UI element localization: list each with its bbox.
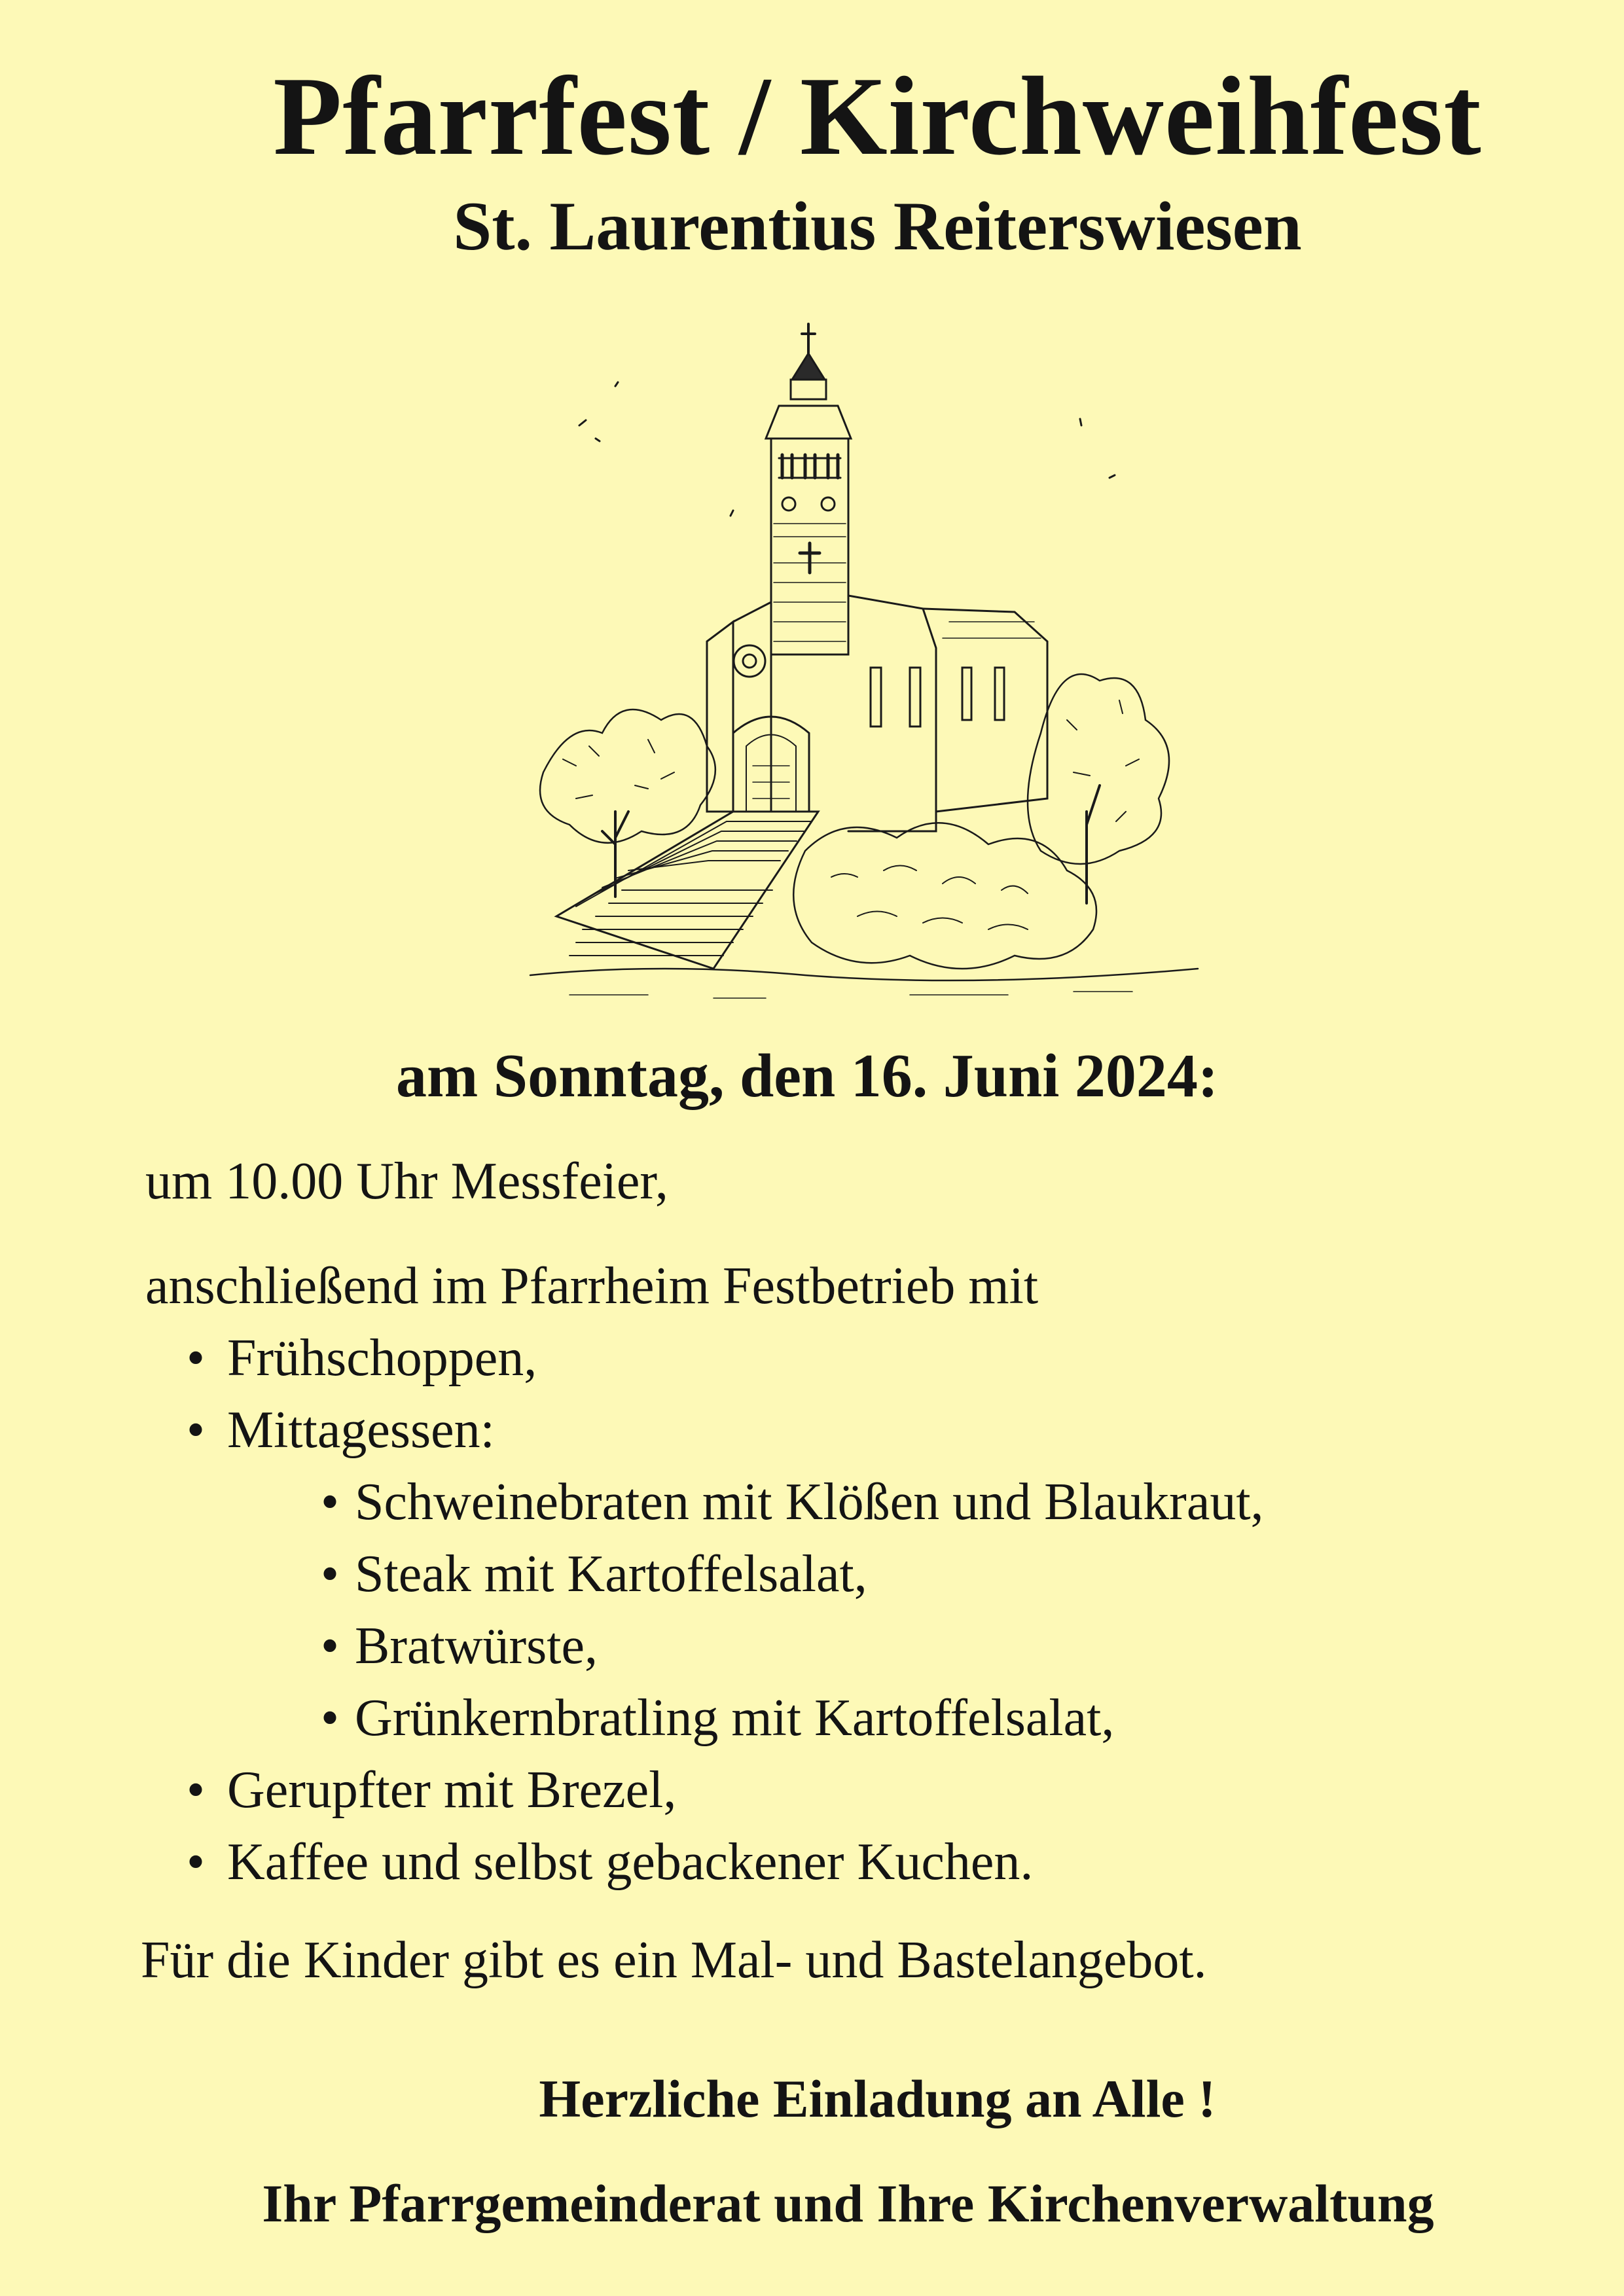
lunch-item bbox=[321, 1473, 1264, 1532]
lunch-item-label: Bratwürste, bbox=[355, 1617, 598, 1675]
church-drawing-icon bbox=[517, 314, 1224, 1008]
program-intro: anschließend im Pfarrheim Festbetrieb mit bbox=[145, 1257, 1039, 1315]
bullet-icon: • bbox=[321, 1473, 340, 1531]
bullet-icon: • bbox=[321, 1545, 340, 1603]
page-subtitle: St. Laurentius Reiterswiesen bbox=[453, 188, 1302, 264]
mass-time: um 10.00 Uhr Messfeier, bbox=[145, 1153, 668, 1210]
lunch-item-label: Schweinebraten mit Klößen und Blaukraut, bbox=[355, 1473, 1264, 1531]
list-item-label: Mittagessen: bbox=[227, 1401, 495, 1459]
invitation: Herzliche Einladung an Alle ! bbox=[539, 2069, 1216, 2128]
list-item bbox=[187, 1329, 537, 1388]
list-item bbox=[187, 1833, 1033, 1892]
list-item bbox=[187, 1401, 495, 1460]
bullet-icon: • bbox=[187, 1401, 206, 1459]
bullet-icon: • bbox=[187, 1329, 206, 1387]
signature: Ihr Pfarrgemeinderat und Ihre Kirchenverwaltung bbox=[262, 2174, 1434, 2233]
bullet-icon: • bbox=[187, 1761, 206, 1819]
bullet-icon: • bbox=[187, 1833, 206, 1891]
list-item bbox=[187, 1761, 676, 1820]
list-item-label: Kaffee und selbst gebackener Kuchen. bbox=[227, 1833, 1034, 1891]
list-item-label: Gerupfter mit Brezel, bbox=[227, 1761, 677, 1819]
list-item-label: Frühschoppen, bbox=[227, 1329, 537, 1387]
lunch-item bbox=[321, 1689, 1114, 1748]
lunch-item-label: Steak mit Kartoffelsalat, bbox=[355, 1545, 867, 1603]
kids-offer: Für die Kinder gibt es ein Mal- und Bastelangebot. bbox=[141, 1931, 1207, 1989]
lunch-item bbox=[321, 1545, 867, 1604]
event-date: am Sonntag, den 16. Juni 2024: bbox=[396, 1042, 1219, 1110]
bullet-icon: • bbox=[321, 1617, 340, 1675]
page-title: Pfarrfest / Kirchweihfest bbox=[273, 54, 1482, 179]
bullet-icon: • bbox=[321, 1689, 340, 1747]
lunch-item-label: Grünkernbratling mit Kartoffelsalat, bbox=[355, 1689, 1115, 1747]
lunch-item bbox=[321, 1617, 598, 1676]
